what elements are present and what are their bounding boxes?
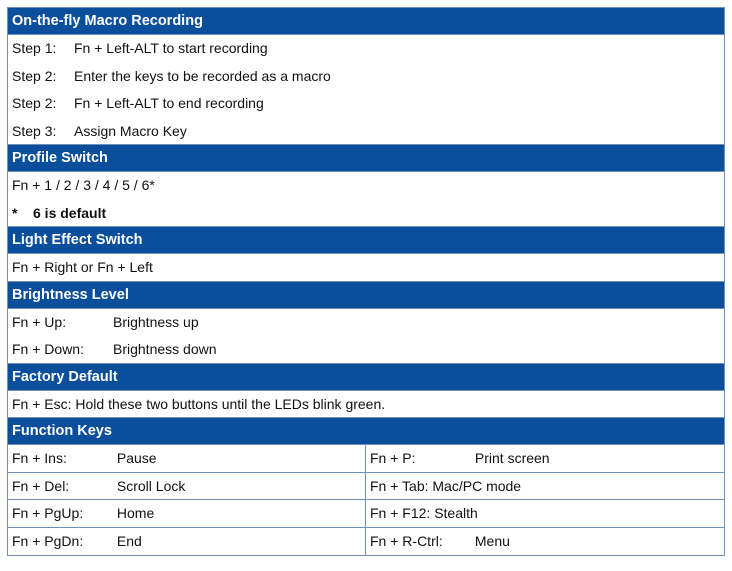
profile-note-row [8, 200, 724, 228]
function-keys-grid [8, 445, 724, 555]
brightness-text: Brightness up [113, 313, 199, 330]
step-text: Fn + Left-ALT to end recording [74, 95, 264, 111]
function-key-row [366, 473, 724, 501]
note-asterisk: * [12, 204, 18, 221]
step-text: Assign Macro Key [74, 122, 187, 139]
step-text: Fn + Left-ALT to start recording [74, 40, 268, 56]
step-label: Step 1: [12, 40, 57, 56]
section-header-macro: On-the-fly Macro Recording [8, 8, 724, 35]
function-key-row [8, 528, 365, 556]
step-label: Step 3: [12, 122, 57, 139]
brightness-key: Fn + Up: [12, 313, 67, 330]
section-header-profile: Profile Switch [8, 145, 724, 172]
section-header-factory: Factory Default [8, 364, 724, 391]
profile-note: 6 is default [33, 204, 107, 221]
function-key: Fn + F12: Stealth [370, 505, 478, 521]
section-header-function-keys: Function Keys [8, 418, 724, 445]
macro-step-row [8, 35, 724, 63]
shortcut-table [7, 7, 725, 556]
macro-step-row [8, 118, 724, 146]
function-key: Fn + PgDn: [12, 532, 84, 549]
light-keys: Fn + Right or Fn + Left [12, 259, 153, 275]
step-label: Step 2: [12, 95, 57, 111]
function-desc: End [116, 532, 142, 549]
function-key: Fn + PgUp: [12, 505, 84, 521]
function-key: Fn + P: [370, 450, 416, 466]
section-header-light: Light Effect Switch [8, 227, 724, 254]
brightness-text: Brightness down [113, 341, 217, 357]
function-key: Fn + Del: [12, 477, 70, 494]
light-keys-row [8, 254, 724, 282]
function-key: Fn + Tab: Mac/PC mode [370, 477, 522, 494]
function-key-row [366, 445, 724, 473]
function-key: Fn + Ins: [12, 450, 67, 466]
profile-keys: Fn + 1 / 2 / 3 / 4 / 5 / 6* [12, 177, 155, 193]
function-desc: Menu [474, 532, 510, 549]
function-desc: Print screen [474, 450, 550, 466]
factory-text: Fn + Esc: Hold these two buttons until the LEDs blink green. [12, 395, 386, 412]
function-keys-left-column [8, 445, 366, 555]
function-desc: Scroll Lock [116, 477, 186, 494]
macro-step-row [8, 90, 724, 118]
brightness-row [8, 336, 724, 364]
factory-row [8, 391, 724, 419]
step-text: Enter the keys to be recorded as a macro [74, 67, 331, 84]
brightness-row [8, 309, 724, 337]
function-key-row [8, 473, 365, 501]
function-key: Fn + R-Ctrl: [370, 532, 443, 549]
macro-step-row [8, 63, 724, 91]
function-key-row [366, 500, 724, 528]
function-keys-right-column [366, 445, 724, 555]
function-key-row [8, 500, 365, 528]
step-label: Step 2: [12, 67, 57, 84]
function-key-row [366, 528, 724, 556]
function-desc: Home [116, 505, 155, 521]
brightness-key: Fn + Down: [12, 341, 84, 357]
function-key-row [8, 445, 365, 473]
section-header-brightness: Brightness Level [8, 282, 724, 309]
profile-keys-row [8, 172, 724, 200]
function-desc: Pause [116, 450, 157, 466]
